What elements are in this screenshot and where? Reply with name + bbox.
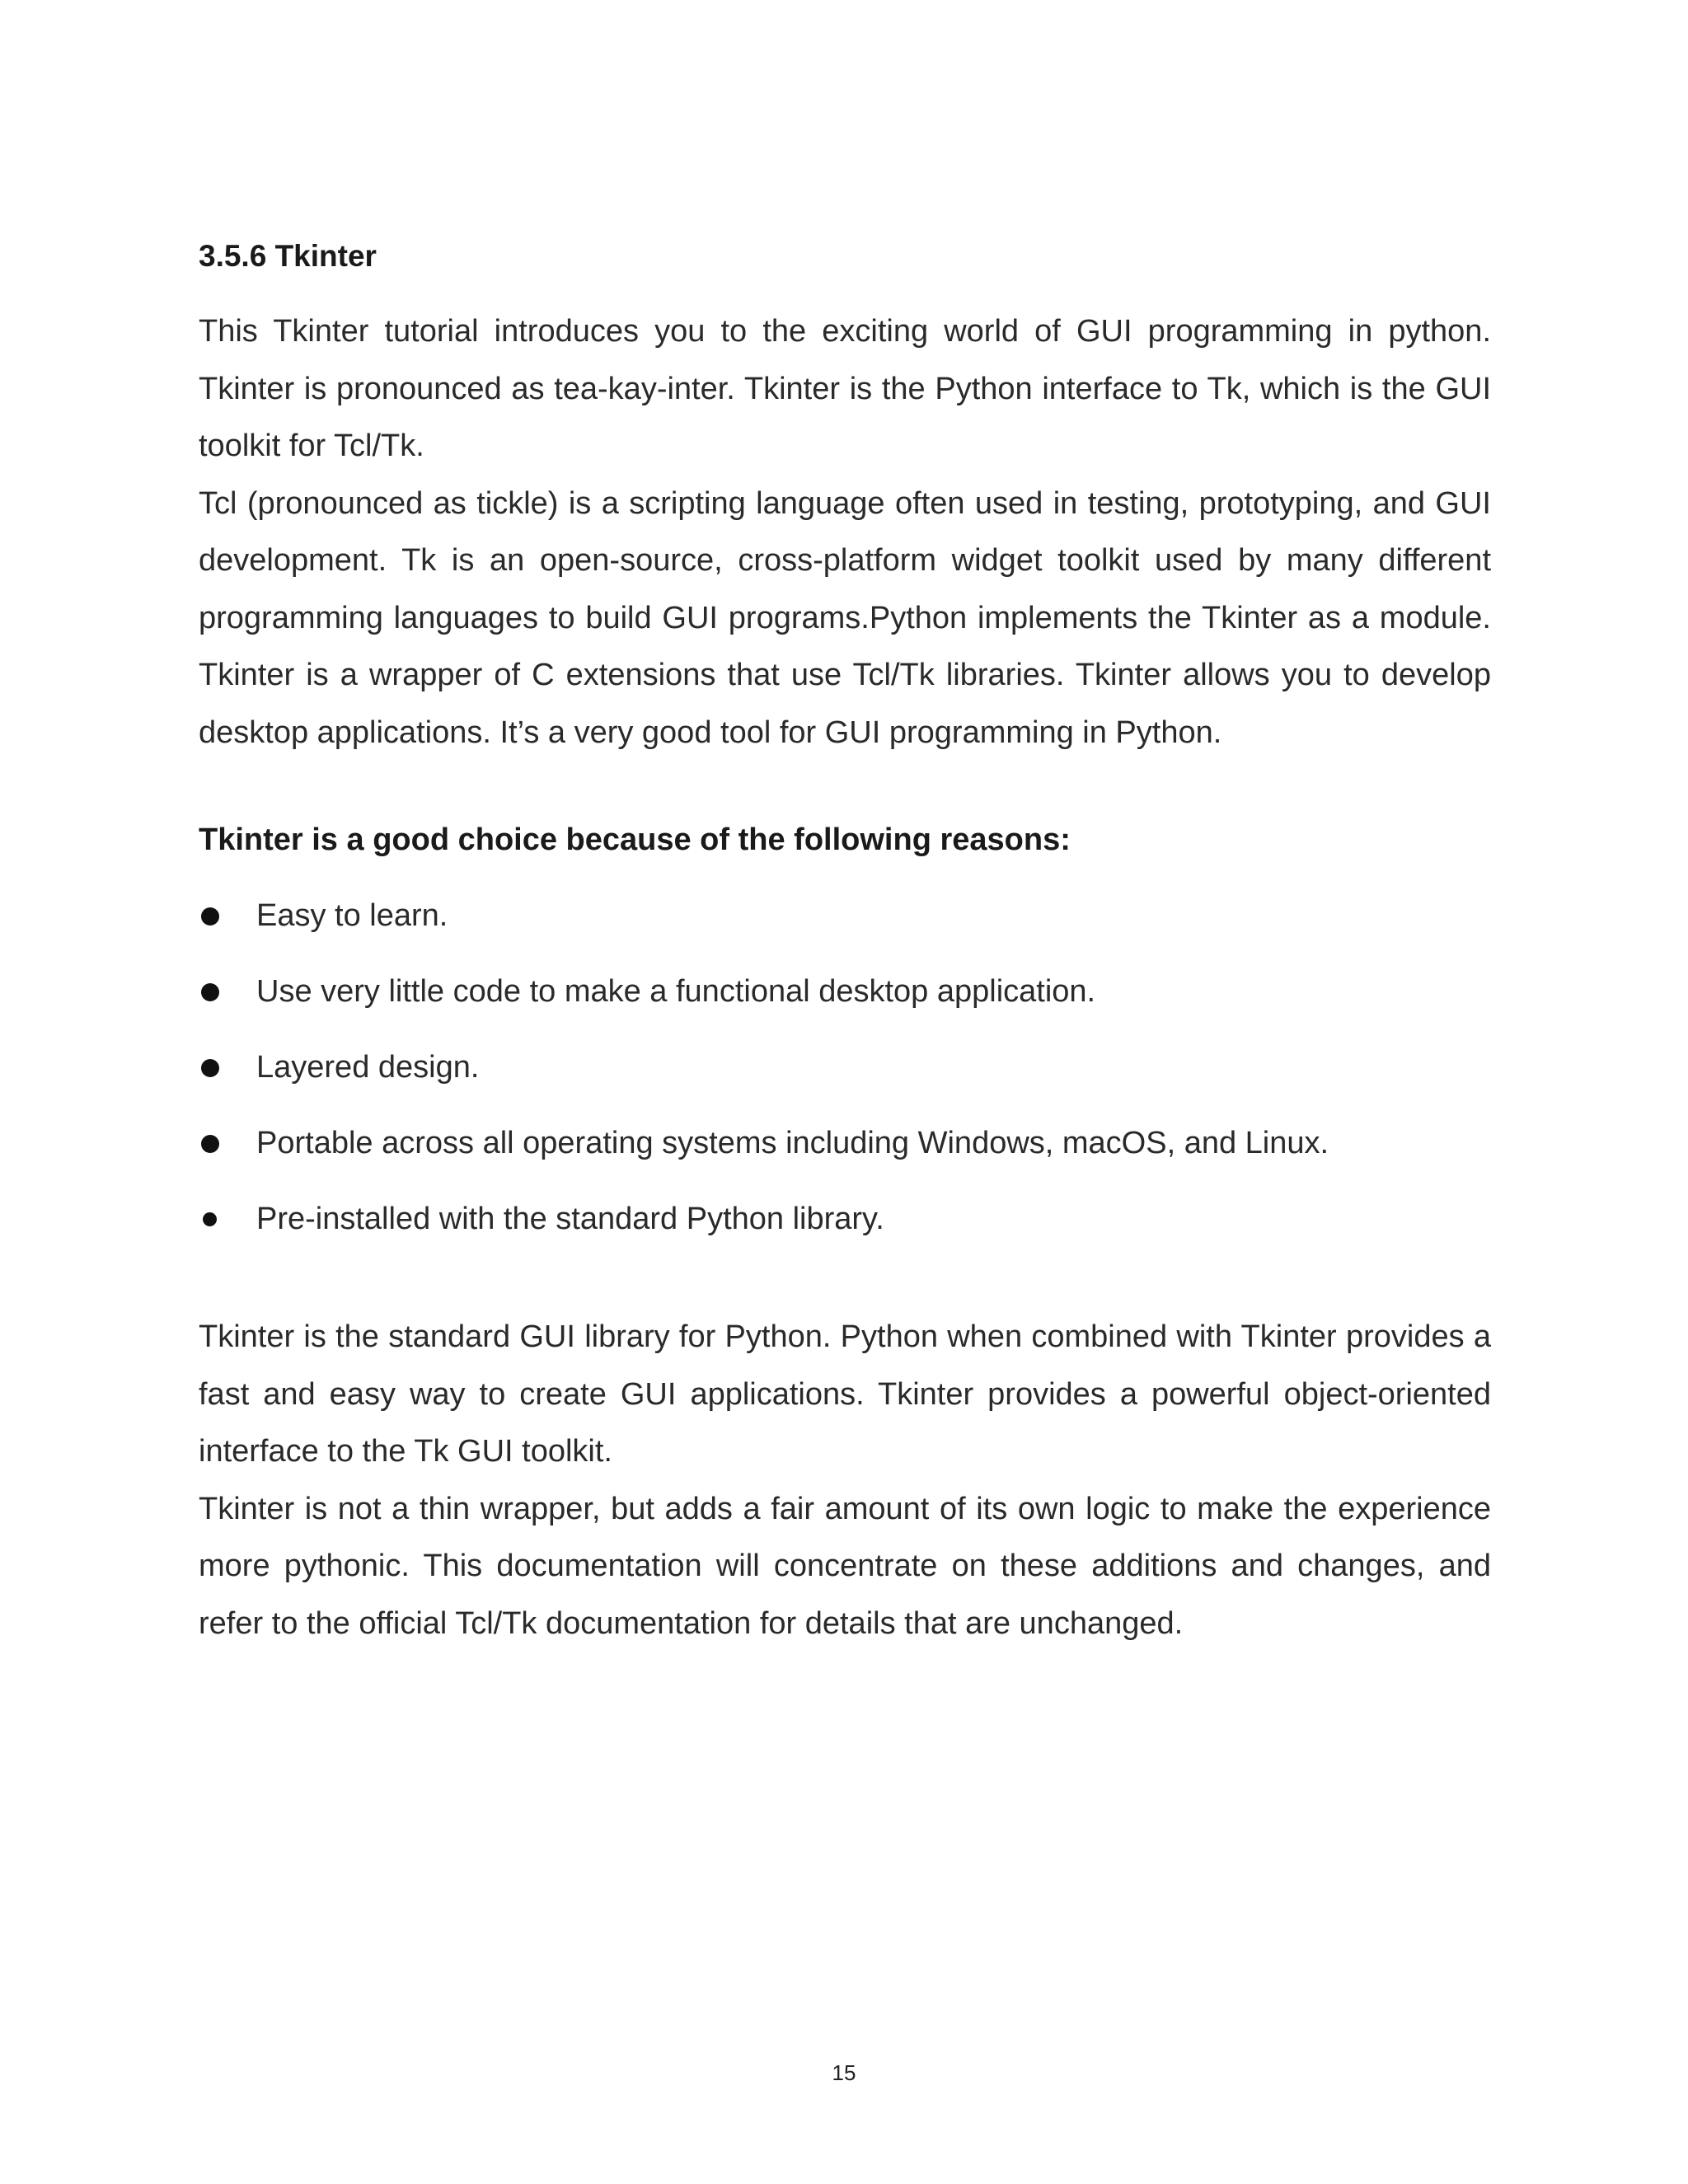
list-item [199, 968, 1491, 1015]
bullet-icon [203, 1212, 217, 1226]
list-item [199, 1119, 1491, 1167]
bullet-icon [201, 983, 219, 1001]
bullet-icon [201, 1135, 219, 1153]
intro-paragraph-1: This Tkinter tutorial introduces you to the exciting world of GUI programming in python. Tkinter is pronounced as tea-kay-inter. Tkinter is the Python interface to Tk, which is the GUI toolkit for Tcl/Tk. [199, 314, 1491, 463]
list-item [199, 892, 1491, 940]
list-item-text: Portable across all operating systems including Windows, macOS, and Linux. [256, 1126, 1329, 1160]
list-item-text: Use very little code to make a functional desktop application. [256, 974, 1096, 1009]
page-number: 15 [832, 2060, 856, 2085]
intro-paragraph-2: Tcl (pronounced as tickle) is a scripting language often used in testing, prototyping, and GUI development. Tk is an open-source, cross-platform widget toolkit used by many different programming languages to build GUI programs.Python implements the Tkinter as a module. Tkinter is a wrapper of C extensions that use Tcl/Tk libraries. Tkinter allows you to develop desktop applications. It’s a very good tool for GUI programming in Python. [199, 485, 1491, 750]
bullet-icon [201, 1059, 219, 1077]
list-item [199, 1043, 1491, 1091]
page-content [199, 232, 1491, 1652]
list-item [199, 1195, 1491, 1243]
reasons-heading: Tkinter is a good choice because of the following reasons: [199, 823, 1071, 857]
list-item-text: Pre-installed with the standard Python library. [256, 1202, 884, 1236]
closing-paragraph-2: Tkinter is not a thin wrapper, but adds a fair amount of its own logic to make the experience more pythonic. This documentation will concentrate on these additions and changes, and refer to the official Tcl/Tk documentation for details that are unchanged. [199, 1491, 1491, 1641]
reasons-list [199, 892, 1491, 1243]
closing-paragraph-1: Tkinter is the standard GUI library for Python. Python when combined with Tkinter provides a fast and easy way to create GUI applications. Tkinter provides a powerful object-oriented interface to the Tk GUI toolkit. [199, 1319, 1491, 1469]
list-item-text: Layered design. [256, 1050, 480, 1085]
section-heading: 3.5.6 Tkinter [199, 239, 377, 273]
bullet-icon [201, 907, 219, 926]
list-item-text: Easy to learn. [256, 898, 448, 933]
